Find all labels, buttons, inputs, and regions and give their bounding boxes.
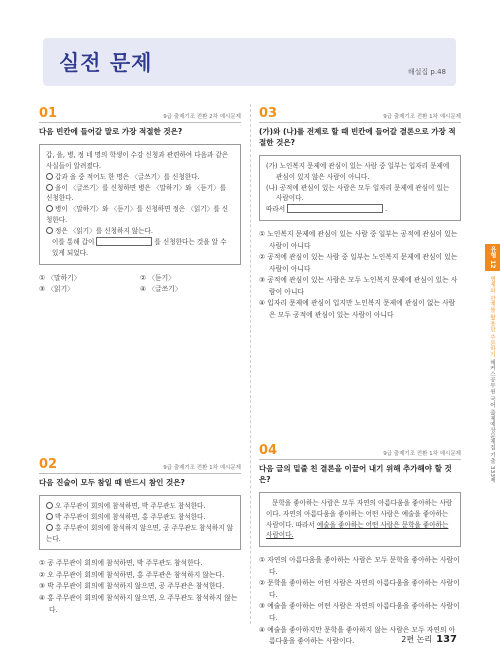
question-stem: 다음 빈칸에 들어갈 말로 가장 적절한 것은? [39, 127, 183, 136]
circle-bullet-icon [46, 524, 53, 531]
choice-2[interactable]: ② 문학을 좋아하는 어떤 사람은 자연의 아름다움을 좋아하는 사람이다. [259, 579, 460, 599]
question-04 [259, 443, 461, 648]
choice-3[interactable]: ③ 〈읽기〉 [39, 285, 74, 294]
question-03 [259, 106, 461, 322]
question-stem: 다음 글의 밑줄 친 결론을 이끌어 내기 위해 추가해야 할 것은? [259, 464, 452, 484]
choice-4[interactable]: ④ 입자리 문제에 관심이 입지만 노인복지 문제에 관심이 없는 사람은 모두 공적에 관심이 있는 사람이 아니다 [259, 299, 456, 319]
answer-blank [96, 237, 152, 246]
question-stem: (가)와 (나)를 전제로 할 때 빈칸에 들어갈 결론으로 가장 적절한 것은? [259, 127, 456, 147]
chapter-tab: 유형 12 [485, 244, 500, 271]
choice-3[interactable]: ③ 박 주무관이 회의에 참석하지 않으면, 공 주무관은 참석한다. [39, 582, 225, 591]
question-01 [39, 106, 241, 296]
footer-section: 2편 논리 [401, 635, 433, 644]
question-source: 9급 출제기조 전환 2차 예시문제 [163, 114, 241, 120]
premise: 병이 〈말하기〉와 〈듣기〉를 신청하면 정은 〈읽기〉를 신청한다. [46, 205, 229, 225]
page-title: 실전 문제 [59, 51, 153, 75]
choice-4[interactable]: ④ 예술을 좋아하지만 문학을 좋아하지 않는 사람은 모두 자연의 아름다움을 좋아하는 사람이다. [259, 625, 456, 646]
premise: 정은 〈읽기〉를 신청하지 않는다. [55, 227, 154, 235]
choice-4[interactable]: ④ 홍 주무관이 회의에 참석하지 않으면, 오 주무관도 참석하지 않는다. [39, 594, 238, 614]
circle-bullet-icon [46, 513, 53, 520]
side-section-title: 명제와 관계를 활용한 추론하기 [489, 276, 495, 358]
choice-2[interactable]: ② 〈듣기〉 [140, 273, 175, 282]
answer-choices [39, 558, 241, 616]
circle-bullet-icon [46, 205, 53, 212]
circle-bullet-icon [46, 227, 53, 234]
answer-choices [259, 229, 461, 321]
passage-box [259, 492, 461, 548]
conclusion-text: 따라서 [266, 205, 286, 214]
question-number: 02 [39, 457, 58, 472]
question-header [39, 106, 241, 123]
passage-box [39, 495, 241, 551]
column-divider [250, 104, 251, 624]
premise: 박 주무관이 회의에 참석하면, 홍 주무관도 참석한다. [55, 512, 206, 521]
circle-bullet-icon [46, 502, 53, 509]
choice-3[interactable]: ③ 공적에 관심이 있는 사람은 모두 노인복지 문제에 관심이 있는 사람이 아니다 [259, 276, 458, 296]
choice-1[interactable]: ① 자연의 아름다움을 좋아하는 사람은 모두 문학을 좋아하는 사람이다. [259, 556, 460, 576]
passage-box: (가) 노인복지 문제에 관심이 있는 사람 중 일부는 입자리 문제에 관심이 있지 않은 사람이 아니다. (나) 공적에 관심이 있는 사람은 모두 일자리 문제에 관심이 있는 사람이다. 따라서 . [259, 155, 461, 221]
question-header [39, 457, 241, 474]
circle-bullet-icon [46, 184, 53, 191]
choice-1[interactable]: ① 공 주무관이 회의에 참석하면, 박 주무관도 참석한다. [39, 559, 203, 568]
passage-box [39, 144, 241, 265]
choice-1[interactable]: ① 노인복지 문제에 관심이 있는 사람 중 일부는 공적에 관심이 있는 사람이 아니다 [259, 230, 458, 250]
choice-3[interactable]: ③ 예술을 좋아하는 어떤 사람은 자연의 아름다움을 좋아하는 사람이다. [259, 602, 460, 622]
choice-4[interactable]: ④ 〈글쓰기〉 [140, 285, 182, 294]
premise-na: (나) 공적에 관심이 있는 사람은 모두 일자리 문제에 관심이 있는 사람이다. [266, 183, 450, 203]
premise: 오 주무관이 회의에 참석하면, 박 주무관도 참석한다. [55, 501, 206, 510]
premise-ga: (가) 노인복지 문제에 관심이 있는 사람 중 일부는 입자리 문제에 관심이 있지 않은 사람이 아니다. [266, 161, 450, 181]
question-source: 9급 출제기조 전환 1차 예시문제 [383, 114, 461, 120]
underlined-conclusion: 예술을 좋아하는 어떤 사람은 문학을 좋아하는 사람이다. [266, 520, 449, 540]
choice-1[interactable]: ① 〈말하기〉 [39, 273, 81, 282]
premise: 을이 〈글쓰기〉를 신청하면 병은 〈말하기〉와 〈듣기〉를 신청한다. [46, 183, 227, 203]
side-book-title: 해커스공무원 국어 출제예상문제집 기출 333제 [489, 359, 495, 483]
page-header [43, 38, 456, 86]
premise: 갑과 을 중 적어도 한 명은 〈글쓰기〉를 신청한다. [55, 172, 200, 181]
question-source: 9급 출제기조 전환 1차 예시문제 [163, 465, 241, 471]
page-footer [401, 634, 457, 645]
question-02 [39, 457, 241, 616]
passage-text: 문학을 좋아하는 사람은 모두 자연의 아름다움을 좋아하는 사람이다. 자연의 아름다움을 좋아하는 어떤 사람은 예술을 좋아하는 사람이다. 따라서 [266, 498, 453, 529]
page-number: 137 [436, 634, 457, 645]
answer-blank [287, 204, 383, 213]
choice-2[interactable]: ② 공적에 관심이 있는 사람 중 일부는 노인복지 문제에 관심이 있는 사람이 아니다 [259, 253, 458, 273]
question-stem: 다음 진술이 모두 참일 때 반드시 참인 것은? [39, 478, 185, 487]
answer-reference: 해설집 p.48 [407, 68, 446, 76]
question-source: 9급 출제기조 전환 1차 예시문제 [383, 451, 461, 457]
question-number: 04 [259, 443, 278, 458]
side-running-title [488, 276, 496, 483]
conclusion-text: 를 신청한다는 것을 알 수 있게 되었다. [52, 237, 227, 257]
question-header [259, 106, 461, 123]
circle-bullet-icon [46, 173, 53, 180]
passage-intro: 갑, 을, 병, 정 네 명의 학생이 수강 신청과 관련하여 다음과 같은 사실들이 알려졌다. [46, 150, 229, 170]
answer-choices [39, 273, 241, 296]
question-number: 03 [259, 106, 278, 121]
premise: 홍 주무관이 회의에 참석하지 않으면, 공 주무관도 참석하지 않는다. [46, 523, 234, 543]
question-header [259, 443, 461, 460]
conclusion-text: 이를 통해 갑이 [52, 237, 95, 246]
question-number: 01 [39, 106, 58, 121]
choice-2[interactable]: ② 오 주무관이 회의에 참석하면, 홍 주무관은 참석하지 않는다. [39, 570, 225, 579]
